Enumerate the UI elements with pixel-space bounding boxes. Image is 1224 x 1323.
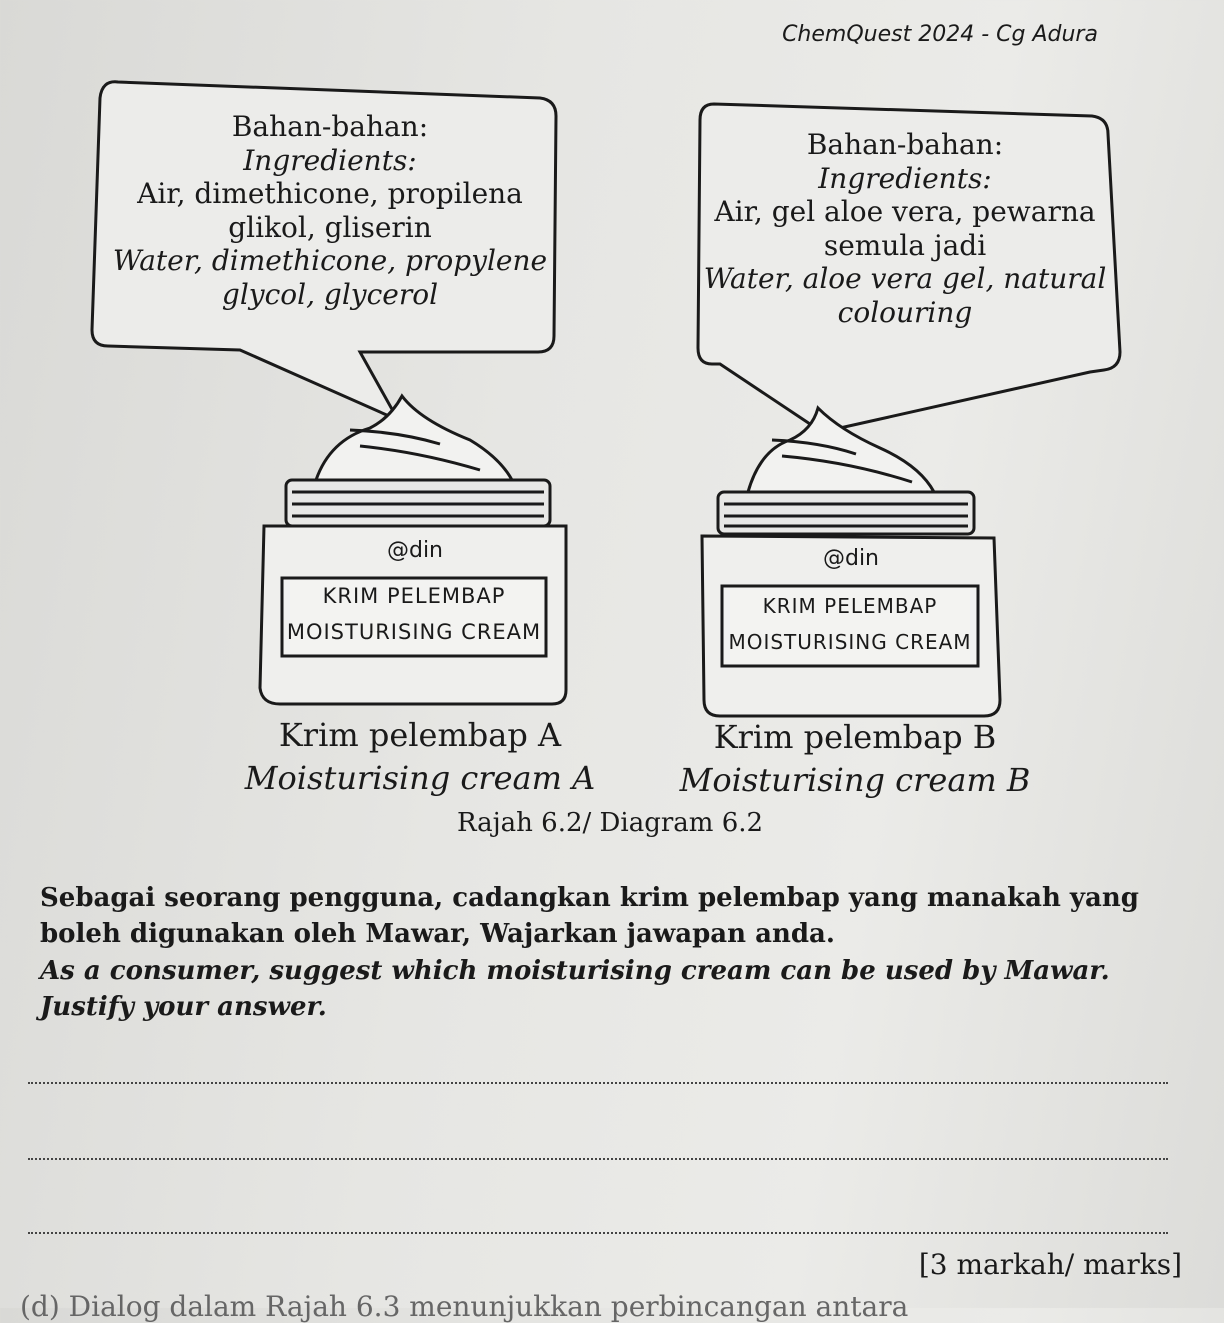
- ingredients-ms-a-2: glikol, gliserin: [228, 210, 432, 244]
- caption-a-ms: Krim pelembap A: [278, 716, 562, 754]
- brand-a: @din: [386, 538, 444, 563]
- ingredients-ms-a-1: Air, dimethicone, propilena: [137, 177, 523, 211]
- jar-b-lid: [718, 492, 974, 534]
- caption-b-ms: Krim pelembap B: [713, 718, 997, 756]
- jar-label-ms-a: KRIM PELEMBAP: [322, 584, 506, 608]
- jar-label-en-a: MOISTURISING CREAM: [286, 620, 542, 644]
- jar-label-en-b: MOISTURISING CREAM: [728, 630, 972, 654]
- ingredients-en-b-2: colouring: [837, 295, 973, 329]
- ingredients-en-a-1: Water, dimethicone, propylene: [112, 244, 548, 278]
- brand-b: @din: [822, 546, 880, 571]
- caption-b: [650, 716, 1060, 802]
- ingredients-label-ms-a: Bahan-bahan:: [231, 110, 429, 143]
- caption-a-en: Moisturising cream A: [244, 759, 596, 798]
- question-ms-1: Sebagai seorang pengguna, cadangkan krim pelembap yang manakah yang: [40, 883, 1139, 913]
- ingredients-label-ms-b: Bahan-bahan:: [806, 128, 1004, 161]
- question-en-1: As a consumer, suggest which moisturising cream can be used by Mawar.: [40, 955, 1110, 986]
- answer-line-1[interactable]: [28, 1082, 1168, 1084]
- next-question-partial: (d) Dialog dalam Rajah 6.3 menunjukkan perbincangan antara: [20, 1290, 909, 1323]
- question-text: [40, 880, 1190, 1026]
- bubble-a-text: [100, 110, 560, 312]
- ingredients-en-b-1: Water, aloe vera gel, natural: [703, 262, 1107, 296]
- question-en-2: Justify your answer.: [40, 992, 327, 1023]
- bubble-b-text: [700, 128, 1110, 330]
- ingredients-ms-b-2: semula jadi: [823, 228, 987, 262]
- question-ms-2: boleh digunakan oleh Mawar, Wajarkan jawapan anda.: [40, 919, 835, 950]
- caption-b-en: Moisturising cream B: [679, 761, 1031, 800]
- answer-line-3[interactable]: [28, 1232, 1168, 1234]
- marks-label: [3 markah/ marks]: [918, 1248, 1182, 1281]
- page-header: ChemQuest 2024 - Cg Adura: [782, 22, 1098, 47]
- caption-a: [220, 714, 620, 800]
- ingredients-label-en-b: Ingredients:: [818, 161, 992, 195]
- diagram-label: Rajah 6.2/ Diagram 6.2: [456, 808, 764, 838]
- jar-label-ms-b: KRIM PELEMBAP: [762, 594, 938, 618]
- ingredients-label-en-a: Ingredients:: [243, 143, 417, 177]
- answer-line-2[interactable]: [28, 1158, 1168, 1160]
- ingredients-ms-b-1: Air, gel aloe vera, pewarna: [714, 195, 1096, 229]
- ingredients-en-a-2: glycol, glycerol: [221, 277, 439, 311]
